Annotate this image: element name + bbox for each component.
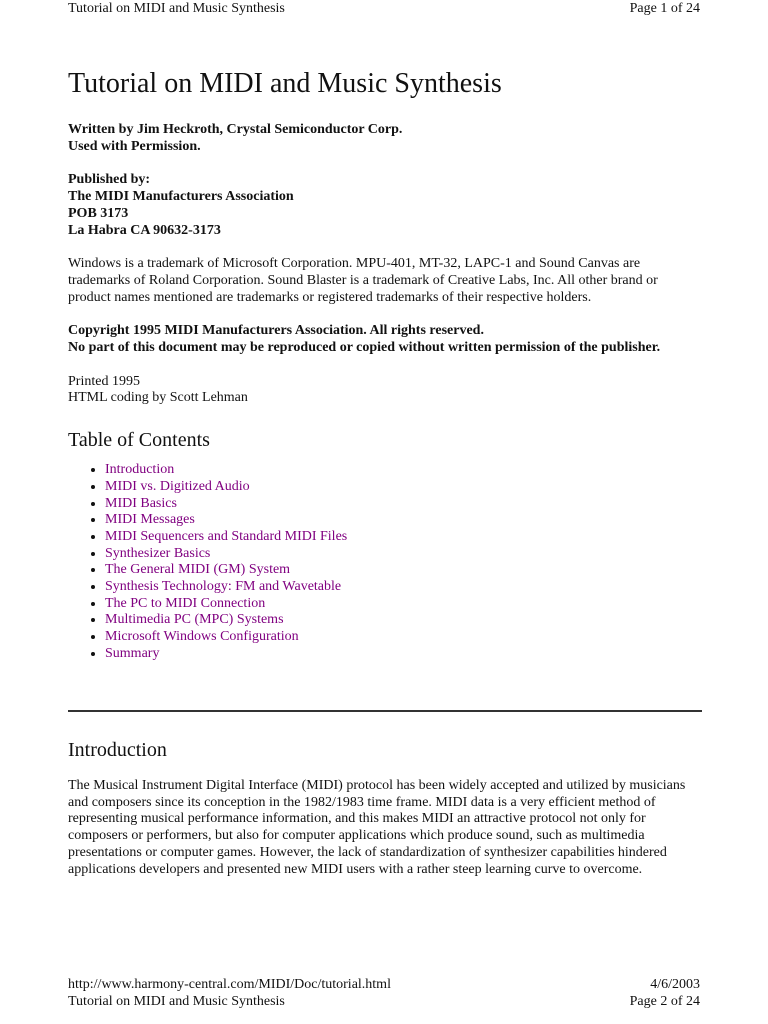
toc-link-midi-basics[interactable]: MIDI Basics (105, 495, 177, 511)
toc-item (105, 629, 702, 646)
introduction-heading: Introduction (68, 739, 167, 761)
reproduction-notice: No part of this document may be reproduced or copied without written permission of the publisher. (68, 340, 661, 356)
trademark-notice: Windows is a trademark of Microsoft Corporation. MPU-401, MT-32, LAPC-1 and Sound Canvas are trademarks of Roland Corporation. Sound Blaster is a trademark of Creative Labs, Inc. All other brand or product names mentioned are trademarks or registered trademarks of their respective holders. (68, 256, 658, 305)
toc-link-pc-to-midi[interactable]: The PC to MIDI Connection (105, 595, 266, 611)
print-info-block (68, 374, 702, 407)
copyright-line: Copyright 1995 MIDI Manufacturers Association. All rights reserved. (68, 323, 484, 339)
toc-item (105, 646, 702, 663)
author-block (68, 122, 702, 155)
author-line: Written by Jim Heckroth, Crystal Semiconductor Corp. (68, 122, 403, 137)
introduction-body: The Musical Instrument Digital Interface (MIDI) protocol has been widely accepted and utilized by musicians and composers since its conception in the 1982/1983 time frame. MIDI data is a very efficient method of representing musical performance information, and this makes MIDI an attractive protocol not only for composers or performers, but also for computer applications which produce sound, such as multimedia presentations or computer games. However, the lack of standardization of synthesizer capabilities hindered applications developers and presented new MIDI users with a rather steep learning curve to overcome. (68, 778, 686, 877)
toc-item (105, 512, 702, 529)
toc-item (105, 479, 702, 496)
footer-page: Page 2 of 24 (629, 994, 700, 1009)
toc-link-sequencers[interactable]: MIDI Sequencers and Standard MIDI Files (105, 528, 348, 544)
permission-line: Used with Permission. (68, 138, 201, 154)
toc-link-summary[interactable]: Summary (105, 645, 160, 661)
print-header (68, 1, 700, 17)
toc-link-midi-messages[interactable]: MIDI Messages (105, 512, 195, 528)
toc-link-mpc-systems[interactable]: Multimedia PC (MPC) Systems (105, 612, 284, 628)
copyright-block (68, 323, 702, 356)
toc-item (105, 562, 702, 579)
footer-title: Tutorial on MIDI and Music Synthesis (68, 994, 285, 1009)
publisher-name: The MIDI Manufacturers Association (68, 189, 294, 205)
published-by-label: Published by: (68, 172, 151, 188)
print-header-title: Tutorial on MIDI and Music Synthesis (68, 1, 285, 16)
toc-link-general-midi[interactable]: The General MIDI (GM) System (105, 562, 291, 578)
toc-item (105, 546, 702, 563)
document-content (68, 66, 702, 663)
publisher-pob: POB 3173 (68, 205, 129, 221)
html-coding-credit: HTML coding by Scott Lehman (68, 390, 248, 406)
toc-item (105, 496, 702, 513)
introduction-section (68, 737, 702, 878)
printed-year: Printed 1995 (68, 373, 140, 389)
toc-item (105, 462, 702, 479)
toc-item (105, 612, 702, 629)
publisher-block (68, 172, 702, 239)
footer-date: 4/6/2003 (650, 977, 700, 992)
print-header-page: Page 1 of 24 (629, 1, 700, 16)
toc-link-synthesizer-basics[interactable]: Synthesizer Basics (105, 545, 211, 561)
toc-link-synthesis-technology[interactable]: Synthesis Technology: FM and Wavetable (105, 579, 342, 595)
toc-item (105, 579, 702, 596)
toc-list (68, 462, 702, 662)
print-footer-bottom (68, 994, 700, 1010)
page-title: Tutorial on MIDI and Music Synthesis (68, 68, 502, 99)
toc-link-midi-vs-digitized-audio[interactable]: MIDI vs. Digitized Audio (105, 478, 250, 494)
toc-link-introduction[interactable]: Introduction (105, 462, 175, 478)
section-divider (68, 710, 702, 712)
toc-heading: Table of Contents (68, 429, 210, 452)
toc-item (105, 529, 702, 546)
toc-item (105, 596, 702, 613)
print-footer-top (68, 977, 700, 993)
publisher-city: La Habra CA 90632-3173 (68, 222, 221, 238)
toc-link-windows-configuration[interactable]: Microsoft Windows Configuration (105, 629, 299, 645)
footer-url: http://www.harmony-central.com/MIDI/Doc/tutorial.html (68, 977, 391, 992)
